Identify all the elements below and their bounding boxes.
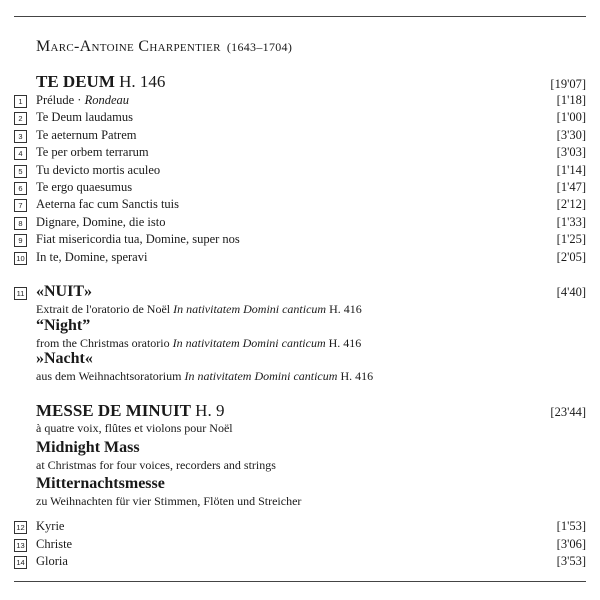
- messe-title-de: Mitternachtsmesse: [36, 475, 165, 492]
- track-row: [0, 215, 600, 232]
- track-title: Gloria: [36, 554, 68, 568]
- messe-duration: [23'44]: [550, 405, 586, 419]
- track-number-box: 10: [14, 252, 27, 265]
- track-title: Fiat misericordia tua, Domine, super nos: [36, 232, 240, 247]
- track-row: [0, 537, 600, 554]
- nuit-title-fr: «NUIT»: [36, 283, 93, 300]
- track-duration: [1'25]: [556, 232, 586, 247]
- track-row: [0, 250, 600, 267]
- track-title: In te, Domine, speravi: [36, 249, 148, 264]
- track-duration: [2'05]: [556, 249, 586, 264]
- track-title: Christe: [36, 536, 73, 551]
- te-deum-title: TE DEUM: [36, 72, 115, 91]
- track-duration: [3'53]: [556, 554, 586, 568]
- te-deum-duration: [19'07]: [550, 77, 586, 91]
- track-number-box: 13: [14, 539, 27, 552]
- messe-title-en: Midnight Mass: [36, 439, 140, 456]
- nuit-subtitle-de: aus dem Weihnachtsoratorium In nativitatem Domini canticum H. 416: [36, 369, 374, 383]
- track-number-box: 7: [14, 199, 27, 212]
- track-row: [0, 554, 600, 571]
- track-title: Tu devicto mortis aculeo: [36, 162, 161, 177]
- nuit-subtitle-en: from the Christmas oratorio In nativitatem Domini canticum H. 416: [36, 336, 362, 350]
- track-number-box: 9: [14, 234, 27, 247]
- track-number-box: 12: [14, 521, 27, 534]
- track-number-box: 14: [14, 556, 27, 569]
- track-title: Te aeternum Patrem: [36, 127, 137, 142]
- track-duration: [1'33]: [556, 214, 586, 229]
- track-duration: [1'53]: [556, 519, 586, 533]
- track-duration: [3'03]: [556, 145, 586, 160]
- track-title: Te per orbem terrarum: [36, 145, 149, 160]
- track-row: [0, 232, 600, 249]
- track-duration: [1'00]: [556, 110, 586, 125]
- messe-subtitle-fr: à quatre voix, flûtes et violons pour Noël: [36, 421, 233, 435]
- track-duration: [3'06]: [556, 536, 586, 551]
- nuit-title-en: “Night”: [36, 317, 91, 334]
- nuit-duration: [4'40]: [556, 285, 586, 299]
- track-number-box: 8: [14, 217, 27, 230]
- track-row: [0, 285, 600, 302]
- bottom-rule: [14, 581, 586, 582]
- track-row: [0, 180, 600, 197]
- track-number-box: 3: [14, 130, 27, 143]
- messe-catalog: H. 9: [195, 401, 225, 420]
- nuit-title-de: »Nacht«: [36, 350, 93, 367]
- track-number-box: 2: [14, 112, 27, 125]
- track-row: [0, 93, 600, 110]
- track-row: [0, 110, 600, 127]
- track-row: [0, 519, 600, 536]
- te-deum-catalog: H. 146: [119, 72, 166, 91]
- messe-heading: [36, 401, 224, 421]
- track-duration: [1'14]: [556, 162, 586, 177]
- track-row: [0, 145, 600, 162]
- track-title: Prélude · Rondeau: [36, 93, 130, 107]
- track-title: Te Deum laudamus: [36, 110, 134, 125]
- track-row: [0, 197, 600, 214]
- track-title: Aeterna fac cum Sanctis tuis: [36, 197, 180, 212]
- track-number-box: 1: [14, 95, 27, 108]
- track-duration: [1'18]: [556, 93, 586, 107]
- track-number-box: 6: [14, 182, 27, 195]
- messe-subtitle-de: zu Weihnachten für vier Stimmen, Flöten und Streicher: [36, 494, 302, 508]
- composer-name: Marc-Antoine Charpentier: [36, 38, 221, 55]
- track-number-box: 4: [14, 147, 27, 160]
- track-number-box: 11: [14, 287, 27, 300]
- composer-line: [36, 38, 292, 56]
- track-duration: [1'47]: [556, 180, 586, 194]
- track-row: [0, 163, 600, 180]
- messe-title: MESSE DE MINUIT: [36, 401, 191, 420]
- te-deum-heading: [36, 72, 165, 92]
- track-title: Te ergo quaesumus: [36, 180, 133, 194]
- nuit-subtitle-fr: Extrait de l'oratorio de Noël In nativitatem Domini canticum H. 416: [36, 302, 362, 316]
- track-title: Kyrie: [36, 519, 65, 533]
- track-duration: [2'12]: [556, 197, 586, 212]
- messe-subtitle-en: at Christmas for four voices, recorders and strings: [36, 458, 276, 472]
- track-row: [0, 128, 600, 145]
- track-number-box: 5: [14, 165, 27, 178]
- track-duration: [3'30]: [556, 127, 586, 142]
- track-title: Dignare, Domine, die isto: [36, 214, 166, 229]
- top-rule: [14, 16, 586, 17]
- composer-years: (1643–1704): [226, 40, 293, 54]
